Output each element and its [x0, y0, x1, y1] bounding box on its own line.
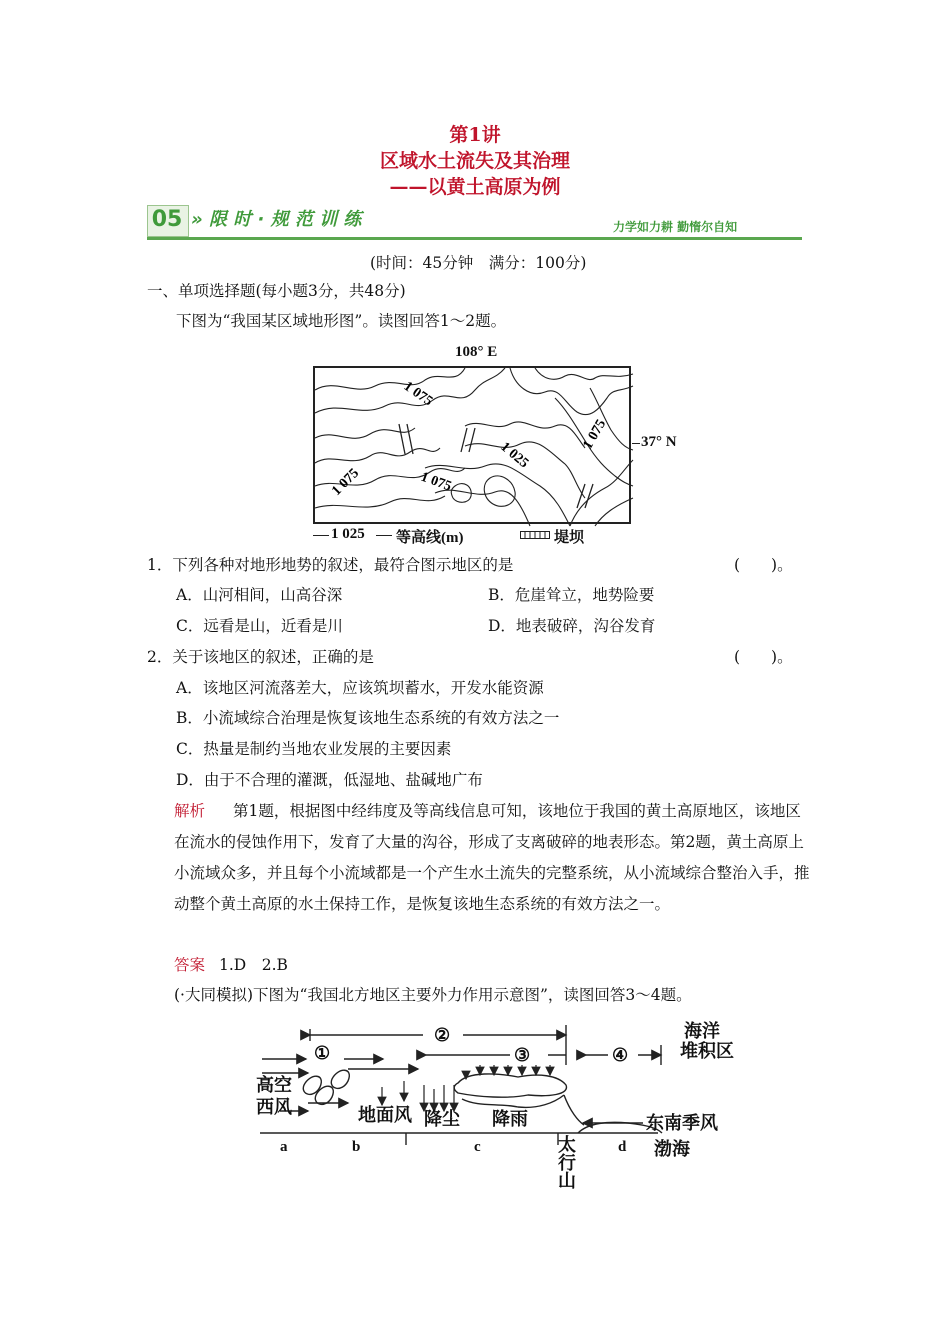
contour-map: [313, 366, 631, 524]
contour-label: 1 075: [400, 378, 436, 410]
dust-fall-label: 降尘: [424, 1109, 460, 1129]
section-banner: [147, 202, 802, 242]
q2-option-b: B．小流域综合治理是恢复该地生态系统的有效方法之一: [176, 709, 560, 727]
answer-block: [174, 955, 288, 975]
banner-motto: 力学如力耕 勤惰尔自知: [613, 220, 738, 234]
ocean-label-1: 海洋: [684, 1021, 720, 1041]
zone-a: a: [280, 1139, 288, 1155]
contour-label: 1 075: [329, 465, 363, 499]
q1-bracket: ( )。: [734, 556, 793, 574]
zone-c: c: [474, 1139, 481, 1155]
q34-intro: (·大同模拟)下图为“我国北方地区主要外力作用示意图”，读图回答3～4题。: [174, 986, 692, 1004]
answer-text: 1.D 2.B: [219, 956, 288, 974]
high-wind-label-1: 高空: [256, 1075, 292, 1095]
legend-contour-text: 等高线(m): [396, 530, 464, 546]
ground-wind-label: 地面风: [358, 1105, 412, 1125]
legend-dash: [376, 535, 392, 536]
q1-stem: 1．下列各种对地形地势的叙述，最符合图示地区的是: [147, 556, 514, 574]
erosion-diagram: [248, 1015, 734, 1195]
ocean-label-2: 堆积区: [680, 1041, 734, 1061]
section-heading: 一、单项选择题(每小题3分，共48分): [147, 282, 406, 300]
zone-b: b: [352, 1139, 361, 1155]
q2-bracket: ( )。: [734, 648, 793, 666]
q2-option-c: C．热量是制约当地农业发展的主要因素: [176, 740, 452, 758]
longitude-label: 108° E: [455, 344, 498, 360]
exam-info: (时间：45分钟 满分：100分): [370, 254, 587, 272]
legend-dam-text: 堤坝: [554, 530, 585, 546]
marker-1: ①: [314, 1043, 331, 1063]
mountain-label-2: 行: [558, 1153, 576, 1173]
page-title: 区域水土流失及其治理: [379, 150, 570, 172]
latitude-label: 37° N: [641, 434, 677, 450]
mountain-label-1: 太: [558, 1135, 576, 1155]
q1-option-c: C．远看是山，近看是川: [176, 617, 343, 635]
banner-title: » 限 时 · 规 范 训 练: [191, 209, 362, 230]
rain-label: 降雨: [492, 1109, 528, 1129]
banner-rule: [147, 237, 802, 240]
contour-lines: [315, 368, 633, 526]
analysis-block: [174, 796, 810, 920]
banner-number: 05: [151, 207, 183, 232]
contour-label: 1 075: [580, 417, 610, 452]
monsoon-label: 东南季风: [646, 1113, 718, 1133]
high-wind-label-2: 西风: [256, 1097, 292, 1117]
q2-option-a: A．该地区河流落差大，应该筑坝蓄水，开发水能资源: [176, 679, 544, 697]
latitude-tick: [632, 443, 640, 444]
analysis-label: 解析: [174, 802, 206, 820]
zone-d: d: [618, 1139, 627, 1155]
dam-icon: [520, 531, 550, 539]
lecture-number: 第1讲: [449, 124, 501, 146]
q2-option-d: D．由于不合理的灌溉，低湿地、盐碱地广布: [176, 771, 483, 789]
answer-label: 答案: [174, 956, 206, 974]
map-intro: 下图为“我国某区域地形图”。读图回答1～2题。: [176, 312, 507, 330]
legend-contour-value: 1 025: [331, 526, 365, 542]
marker-3: ③: [514, 1045, 531, 1065]
q1-option-b: B．危崖耸立，地势险要: [488, 586, 655, 604]
marker-2: ②: [434, 1025, 451, 1045]
q2-stem: 2．关于该地区的叙述，正确的是: [147, 648, 374, 666]
mountain-label-3: 山: [558, 1171, 576, 1191]
page-subtitle: ——以黄土高原为例: [389, 176, 561, 198]
contour-label: 1 025: [497, 439, 532, 472]
legend-contour-line: [313, 535, 329, 536]
q1-option-d: D．地表破碎，沟谷发育: [488, 617, 656, 635]
sea-label: 渤海: [654, 1139, 690, 1159]
q1-option-a: A．山河相间，山高谷深: [176, 586, 343, 604]
marker-4: ④: [612, 1045, 629, 1065]
contour-label: 1 075: [418, 469, 454, 495]
analysis-text: 第1题，根据图中经纬度及等高线信息可知，该地位于我国的黄土高原地区，该地区在流水的侵蚀作用下，发育了大量的沟谷，形成了支离破碎的地表形态。第2题，黄土高原上小流域众多，并且每个小流域都是一个产生水土流失的完整系统，从小流域综合整治入手，推动整个黄土高原的水土保持工作，是恢复该地生态系统的有效方法之一。: [174, 802, 810, 913]
